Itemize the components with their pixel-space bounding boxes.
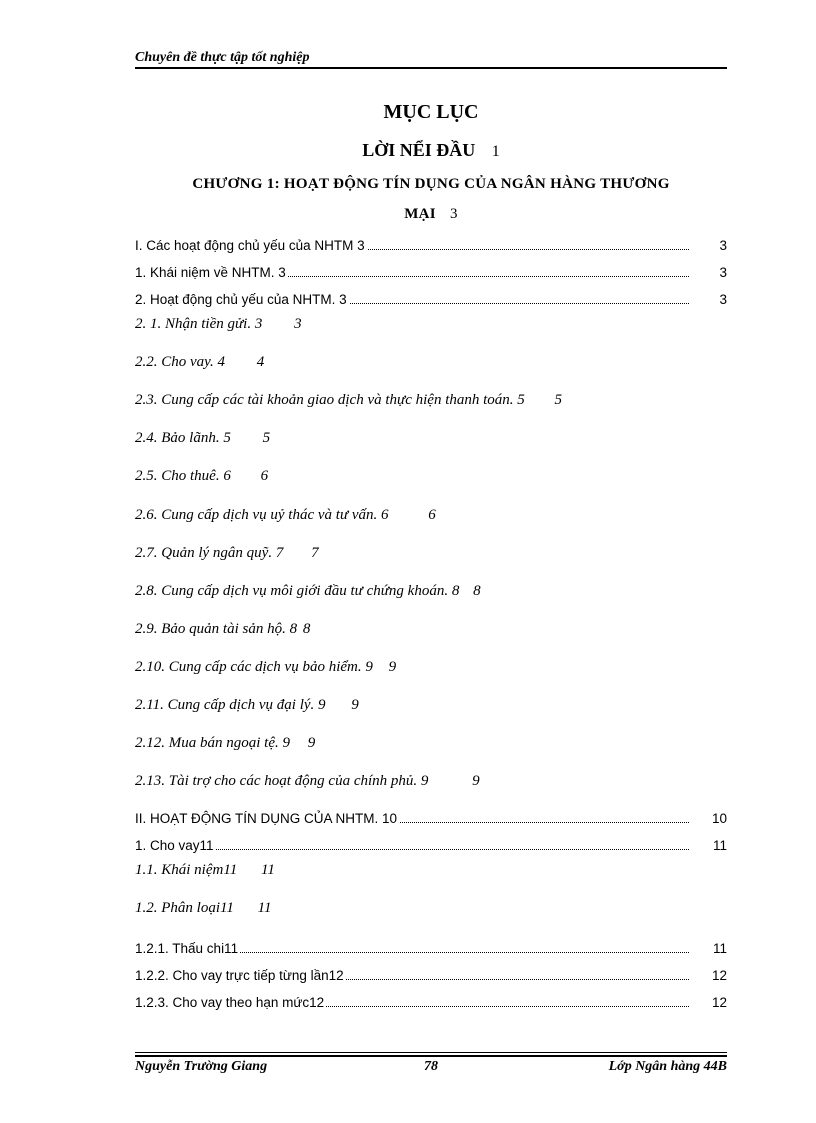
toc-entry-page: 5	[554, 392, 563, 408]
toc-entry-1-1[interactable]	[135, 862, 275, 882]
toc-entry-text: 1.2. Phân loại11	[135, 900, 234, 916]
toc-entry-page: 7	[311, 545, 319, 561]
footer-rule-thick	[135, 1055, 727, 1057]
toc-entry-1-2-3[interactable]	[135, 993, 727, 1013]
toc-entry-2-3[interactable]	[135, 392, 562, 412]
toc-entry-text: 1.2.1. Thấu chi11	[135, 939, 240, 959]
toc-entry-page: 11	[257, 900, 272, 916]
toc-entry-text: 2.6. Cung cấp dịch vụ uỷ thác và tư vấn. 6	[135, 507, 389, 523]
toc-entry-page: 9	[388, 659, 397, 675]
toc-entry-1-2-1[interactable]	[135, 939, 727, 959]
toc-entry-text: 2.9. Bảo quản tài sản hộ. 8	[135, 621, 298, 637]
footer-author: Nguyễn Trường Giang	[135, 1059, 268, 1074]
toc-entry-page: 9	[351, 697, 359, 713]
toc-entry-text: 1.2.3. Cho vay theo hạn mức12	[135, 993, 326, 1013]
toc-entry-page: 3	[719, 292, 727, 307]
page-title: MỤC LỤC	[383, 101, 479, 123]
toc-entry-page: 12	[711, 995, 727, 1010]
toc-entry-2-2[interactable]	[135, 354, 264, 374]
toc-entry-page: 5	[262, 430, 271, 446]
toc-entry-text: 1.1. Khái niệm11	[135, 862, 238, 878]
toc-entry-2-4[interactable]	[135, 430, 270, 450]
toc-entry-page: 12	[711, 968, 727, 983]
toc-entry-text: 1. Cho vay11	[135, 836, 216, 856]
toc-entry-text: 2.5. Cho thuê. 6	[135, 468, 231, 484]
toc-entry-1-2[interactable]	[135, 900, 272, 920]
intro-page: 1	[491, 143, 500, 160]
toc-entry-2-13[interactable]	[135, 773, 480, 793]
toc-entry-2-6[interactable]	[135, 507, 436, 527]
toc-entry-2[interactable]	[135, 290, 727, 310]
toc-entry-text: 1.2.2. Cho vay trực tiếp từng lần12	[135, 966, 346, 986]
footer-page-number: 78	[424, 1059, 438, 1074]
toc-entry-page: 3	[719, 238, 727, 253]
toc-entry-I[interactable]	[135, 236, 727, 256]
toc-entry-page: 9	[472, 773, 480, 789]
toc-entry-2-9[interactable]	[135, 621, 310, 641]
toc-entry-2-10[interactable]	[135, 659, 396, 679]
toc-entry-page: 6	[260, 468, 269, 484]
toc-entry-page: 3	[294, 316, 302, 332]
toc-entry-text: 2. 1. Nhận tiền gửi. 3	[135, 316, 263, 332]
intro-label: LỜI NỂI ĐẦU	[362, 140, 476, 160]
toc-entry-2-11[interactable]	[135, 697, 359, 717]
footer-rule	[135, 1052, 727, 1053]
toc-entry-page: 8	[302, 621, 311, 637]
toc-entry-page: 6	[428, 507, 436, 523]
toc-entry-text: 2.13. Tài trợ cho các hoạt động của chính phủ. 9	[135, 773, 429, 789]
toc-entry-page: 11	[260, 862, 275, 878]
toc-entry-2-1[interactable]	[135, 316, 302, 336]
toc-entry-2-5[interactable]	[135, 468, 268, 488]
toc-entry-text: 2.12. Mua bán ngoại tệ. 9	[135, 735, 290, 751]
chapter-1-page: 3	[449, 206, 458, 222]
toc-entry-II[interactable]	[135, 809, 727, 829]
toc-entry-text: 2.3. Cung cấp các tài khoản giao dịch và thực hiện thanh toán. 5	[135, 392, 525, 408]
toc-entry-text: II. HOẠT ĐỘNG TÍN DỤNG CỦA NHTM. 10	[135, 809, 399, 829]
running-header: Chuyên đề thực tập tốt nghiệp	[135, 50, 310, 65]
toc-entry-2-12[interactable]	[135, 735, 315, 755]
chapter-1-label: MẠI	[404, 206, 436, 222]
toc-entry-text: 2.11. Cung cấp dịch vụ đại lý. 9	[135, 697, 326, 713]
intro-entry[interactable]	[135, 140, 727, 161]
toc-entry-1[interactable]	[135, 263, 727, 283]
chapter-1-line2	[135, 206, 727, 223]
footer-class: Lớp Ngân hàng 44B	[608, 1059, 727, 1074]
toc-entry-text: 2. Hoạt động chủ yếu của NHTM. 3	[135, 290, 349, 310]
toc-entry-text: 2.2. Cho vay. 4	[135, 354, 225, 370]
toc-entry-page: 3	[719, 265, 727, 280]
toc-entry-page: 9	[307, 735, 316, 751]
dot-leader	[135, 849, 689, 850]
header-rule	[135, 67, 727, 69]
toc-entry-text: I. Các hoạt động chủ yếu của NHTM 3	[135, 236, 367, 256]
toc-entry-text: 2.8. Cung cấp dịch vụ môi giới đầu tư chứng khoán. 8	[135, 583, 460, 599]
toc-entry-text: 2.10. Cung cấp các dịch vụ bảo hiểm. 9	[135, 659, 373, 675]
toc-entry-1-2-2[interactable]	[135, 966, 727, 986]
toc-entry-II-1[interactable]	[135, 836, 727, 856]
chapter-1-line1: CHƯƠNG 1: HOẠT ĐỘNG TÍN DỤNG CỦA NGÂN HÀNG THƯƠNG	[192, 176, 670, 192]
toc-entry-page: 11	[712, 941, 727, 956]
toc-entry-text: 2.7. Quản lý ngân quỹ. 7	[135, 545, 284, 561]
toc-entry-page: 8	[473, 583, 481, 599]
toc-entry-2-8[interactable]	[135, 583, 481, 603]
toc-entry-2-7[interactable]	[135, 545, 319, 565]
toc-entry-page: 4	[256, 354, 265, 370]
toc-entry-page: 11	[712, 838, 727, 853]
toc-entry-text: 2.4. Bảo lãnh. 5	[135, 430, 231, 446]
toc-entry-page: 10	[711, 811, 727, 826]
toc-entry-text: 1. Khái niệm về NHTM. 3	[135, 263, 288, 283]
